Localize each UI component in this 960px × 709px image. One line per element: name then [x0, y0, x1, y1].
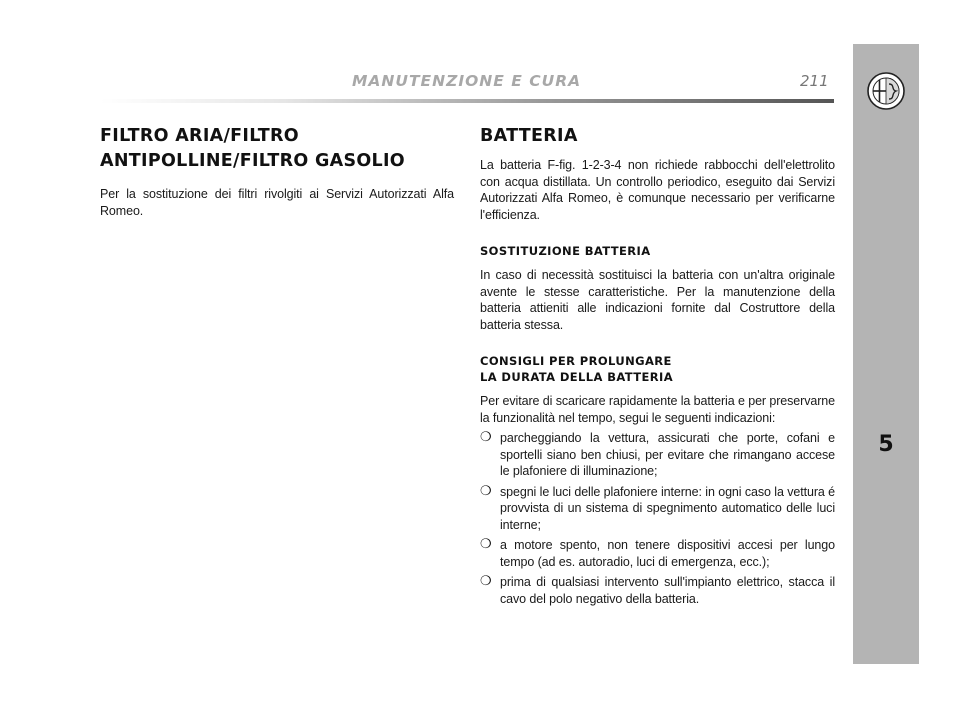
header-divider	[100, 99, 834, 103]
page-header-title: MANUTENZIONE E CURA	[352, 72, 582, 90]
left-column	[100, 124, 454, 219]
section-heading-battery: BATTERIA	[480, 126, 578, 146]
battery-intro-paragraph: La batteria F-fig. 1-2-3-4 non richiede rabbocchi dell'elettrolito con acqua distillata. Un controllo periodico, eseguito dai Servizi Autorizzati Alfa Romeo, è comunque necessario per verificarne l'efficienza.	[480, 158, 835, 222]
subheading-battery-replacement: SOSTITUZIONE BATTERIA	[480, 244, 651, 258]
chapter-number: 5	[878, 432, 894, 457]
subheading-battery-tips	[480, 353, 835, 385]
circle-bullet-icon: ❍	[480, 537, 492, 552]
right-column	[480, 124, 835, 607]
circle-bullet-icon: ❍	[480, 483, 492, 499]
list-item	[480, 484, 835, 534]
filters-paragraph: Per la sostituzione dei filtri rivolgiti ai Servizi Autorizzati Alfa Romeo.	[100, 187, 454, 218]
battery-replacement-paragraph: In caso di necessità sostituisci la batteria con un'altra originale avente le stesse caratteristiche. Per la manutenzione della batteria attieniti alle indicazioni fornite dal Costruttore della batteria stessa.	[480, 268, 835, 332]
section-heading-filters: FILTRO ARIA/FILTRO ANTIPOLLINE/FILTRO GASOLIO	[100, 126, 405, 171]
list-item	[480, 574, 835, 607]
list-item	[480, 430, 835, 480]
subheading-line: LA DURATA DELLA BATTERIA	[480, 370, 674, 384]
page-number: 211	[800, 72, 829, 90]
list-item-text: prima di qualsiasi intervento sull'impianto elettrico, stacca il cavo del polo negativo della batteria.	[500, 575, 835, 606]
alfa-romeo-logo-icon	[867, 72, 905, 110]
list-item-text: a motore spento, non tenere dispositivi accesi per lungo tempo (ad es. autoradio, luci di emergenza, ecc.);	[500, 538, 835, 569]
circle-bullet-icon: ❍	[480, 574, 492, 589]
subheading-line: CONSIGLI PER PROLUNGARE	[480, 354, 672, 368]
list-item	[480, 537, 835, 570]
chapter-side-tab	[853, 44, 919, 664]
battery-tips-list	[480, 430, 835, 607]
circle-bullet-icon: ❍	[480, 430, 492, 445]
list-item-text: spegni le luci delle plafoniere interne: in ogni caso la vettura é provvista di un sistema di spegnimento automatico delle luci interne;	[500, 484, 835, 532]
battery-tips-intro: Per evitare di scaricare rapidamente la batteria e per preservarne la funzionalità nel tempo, segui le seguenti indicazioni:	[480, 394, 835, 425]
list-item-text: parcheggiando la vettura, assicurati che porte, cofani e sportelli siano ben chiusi, per evitare che rimangano accese le plafoniere di illuminazione;	[500, 431, 835, 478]
